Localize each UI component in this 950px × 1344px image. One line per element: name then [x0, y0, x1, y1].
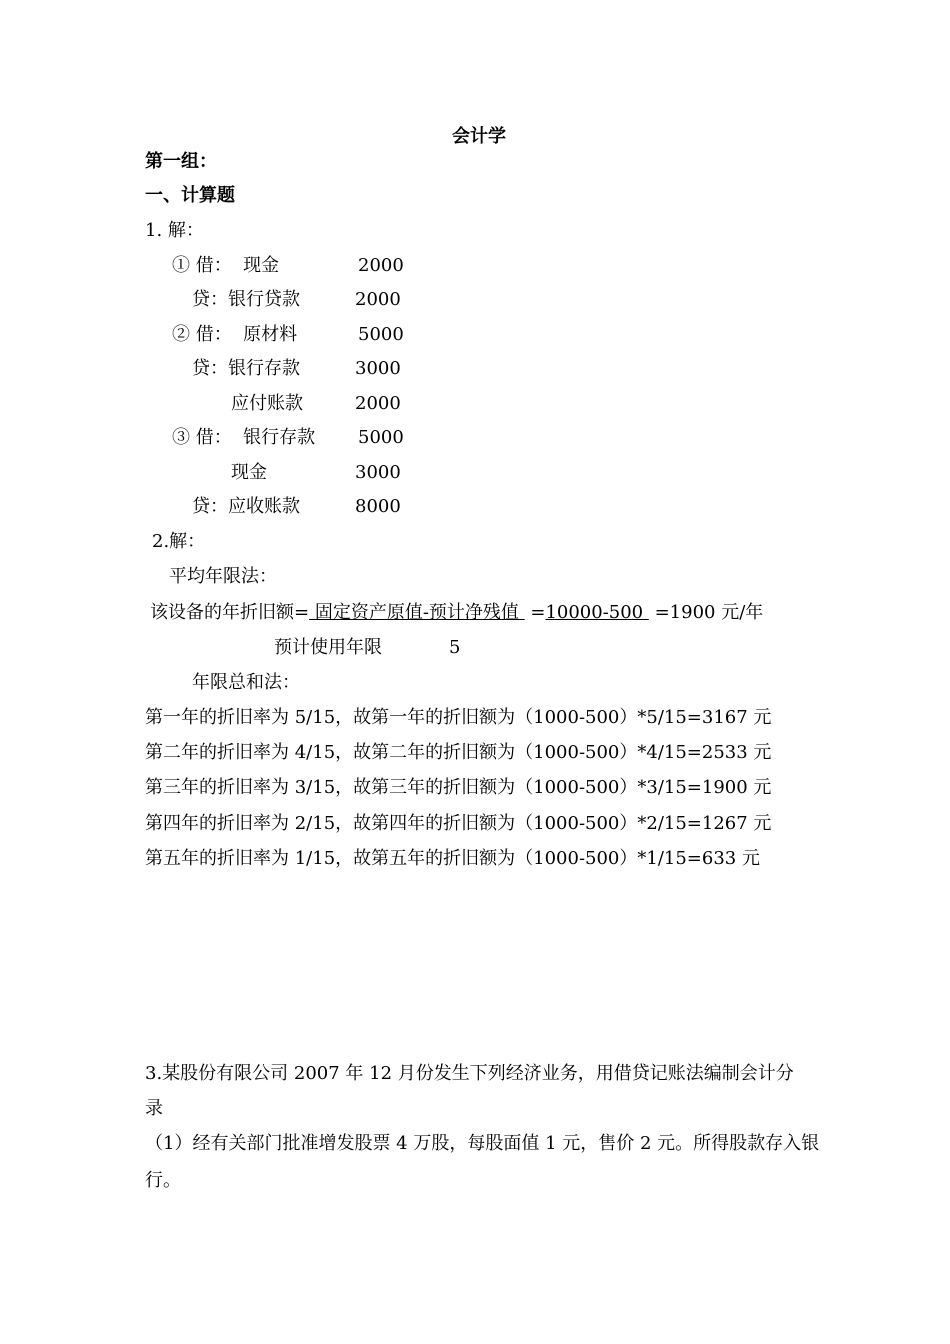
- entry3-debit: ③ 借： 银行存款: [172, 427, 316, 448]
- entry2-credit-amount: 3000: [355, 358, 401, 379]
- entry1-debit: ① 借： 现金: [172, 255, 280, 276]
- entry3-credit: 贷：应收账款: [192, 496, 300, 517]
- year-line: 第二年的折旧率为 4/15，故第二年的折旧额为（1000-500）*4/15=2533 元: [145, 742, 772, 763]
- entry2-debit-amount: 5000: [358, 324, 404, 345]
- q1-label: 1. 解：: [145, 220, 204, 241]
- entry3-debit-amount: 5000: [358, 427, 404, 448]
- formula-value-numerator: 10000-500: [545, 602, 649, 623]
- entry3-debit2: 现金: [231, 462, 267, 483]
- entry1-credit-amount: 2000: [355, 289, 401, 310]
- entry3-debit2-amount: 3000: [355, 462, 401, 483]
- method1-heading: 平均年限法：: [169, 566, 277, 587]
- group-heading: 第一组：: [145, 151, 217, 172]
- section-heading: 一、计算题: [145, 185, 235, 206]
- entry2-credit: 贷：银行存款: [192, 358, 300, 379]
- entry2-credit2-amount: 2000: [355, 393, 401, 414]
- formula-line: [150, 602, 763, 624]
- q3-line: 录: [145, 1098, 163, 1119]
- q3-line: 3.某股份有限公司 2007 年 12 月份发生下列经济业务，用借贷记账法编制会计分: [145, 1063, 794, 1084]
- formula-eq: =: [524, 602, 546, 623]
- year-line: 第四年的折旧率为 2/15，故第四年的折旧额为（1000-500）*2/15=1267 元: [145, 813, 772, 834]
- year-line: 第五年的折旧率为 1/15，故第五年的折旧额为（1000-500）*1/15=633 元: [145, 848, 760, 869]
- page-title: 会计学: [452, 126, 506, 147]
- entry1-credit: 贷：银行贷款: [192, 289, 300, 310]
- entry1-debit-amount: 2000: [358, 255, 404, 276]
- formula-prefix: 该设备的年折旧额=: [150, 602, 310, 623]
- year-line: 第三年的折旧率为 3/15，故第三年的折旧额为（1000-500）*3/15=1900 元: [145, 777, 772, 798]
- entry3-credit-amount: 8000: [355, 496, 401, 517]
- entry2-debit: ② 借： 原材料: [172, 324, 298, 345]
- q2-label: 2.解：: [152, 531, 206, 552]
- entry2-credit2: 应付账款: [231, 393, 303, 414]
- q3-line: 行。: [145, 1170, 181, 1191]
- method2-heading: 年限总和法：: [192, 672, 300, 693]
- q3-line: （1）经有关部门批准增发股票 4 万股，每股面值 1 元，售价 2 元。所得股款存入银: [145, 1133, 820, 1154]
- year-line: 第一年的折旧率为 5/15，故第一年的折旧额为（1000-500）*5/15=3167 元: [145, 707, 772, 728]
- formula-result: =1900 元/年: [648, 602, 764, 623]
- formula-denominator: 预计使用年限: [274, 637, 382, 658]
- formula-value-denominator: 5: [449, 637, 461, 658]
- formula-numerator: 固定资产原值-预计净残值: [309, 602, 525, 623]
